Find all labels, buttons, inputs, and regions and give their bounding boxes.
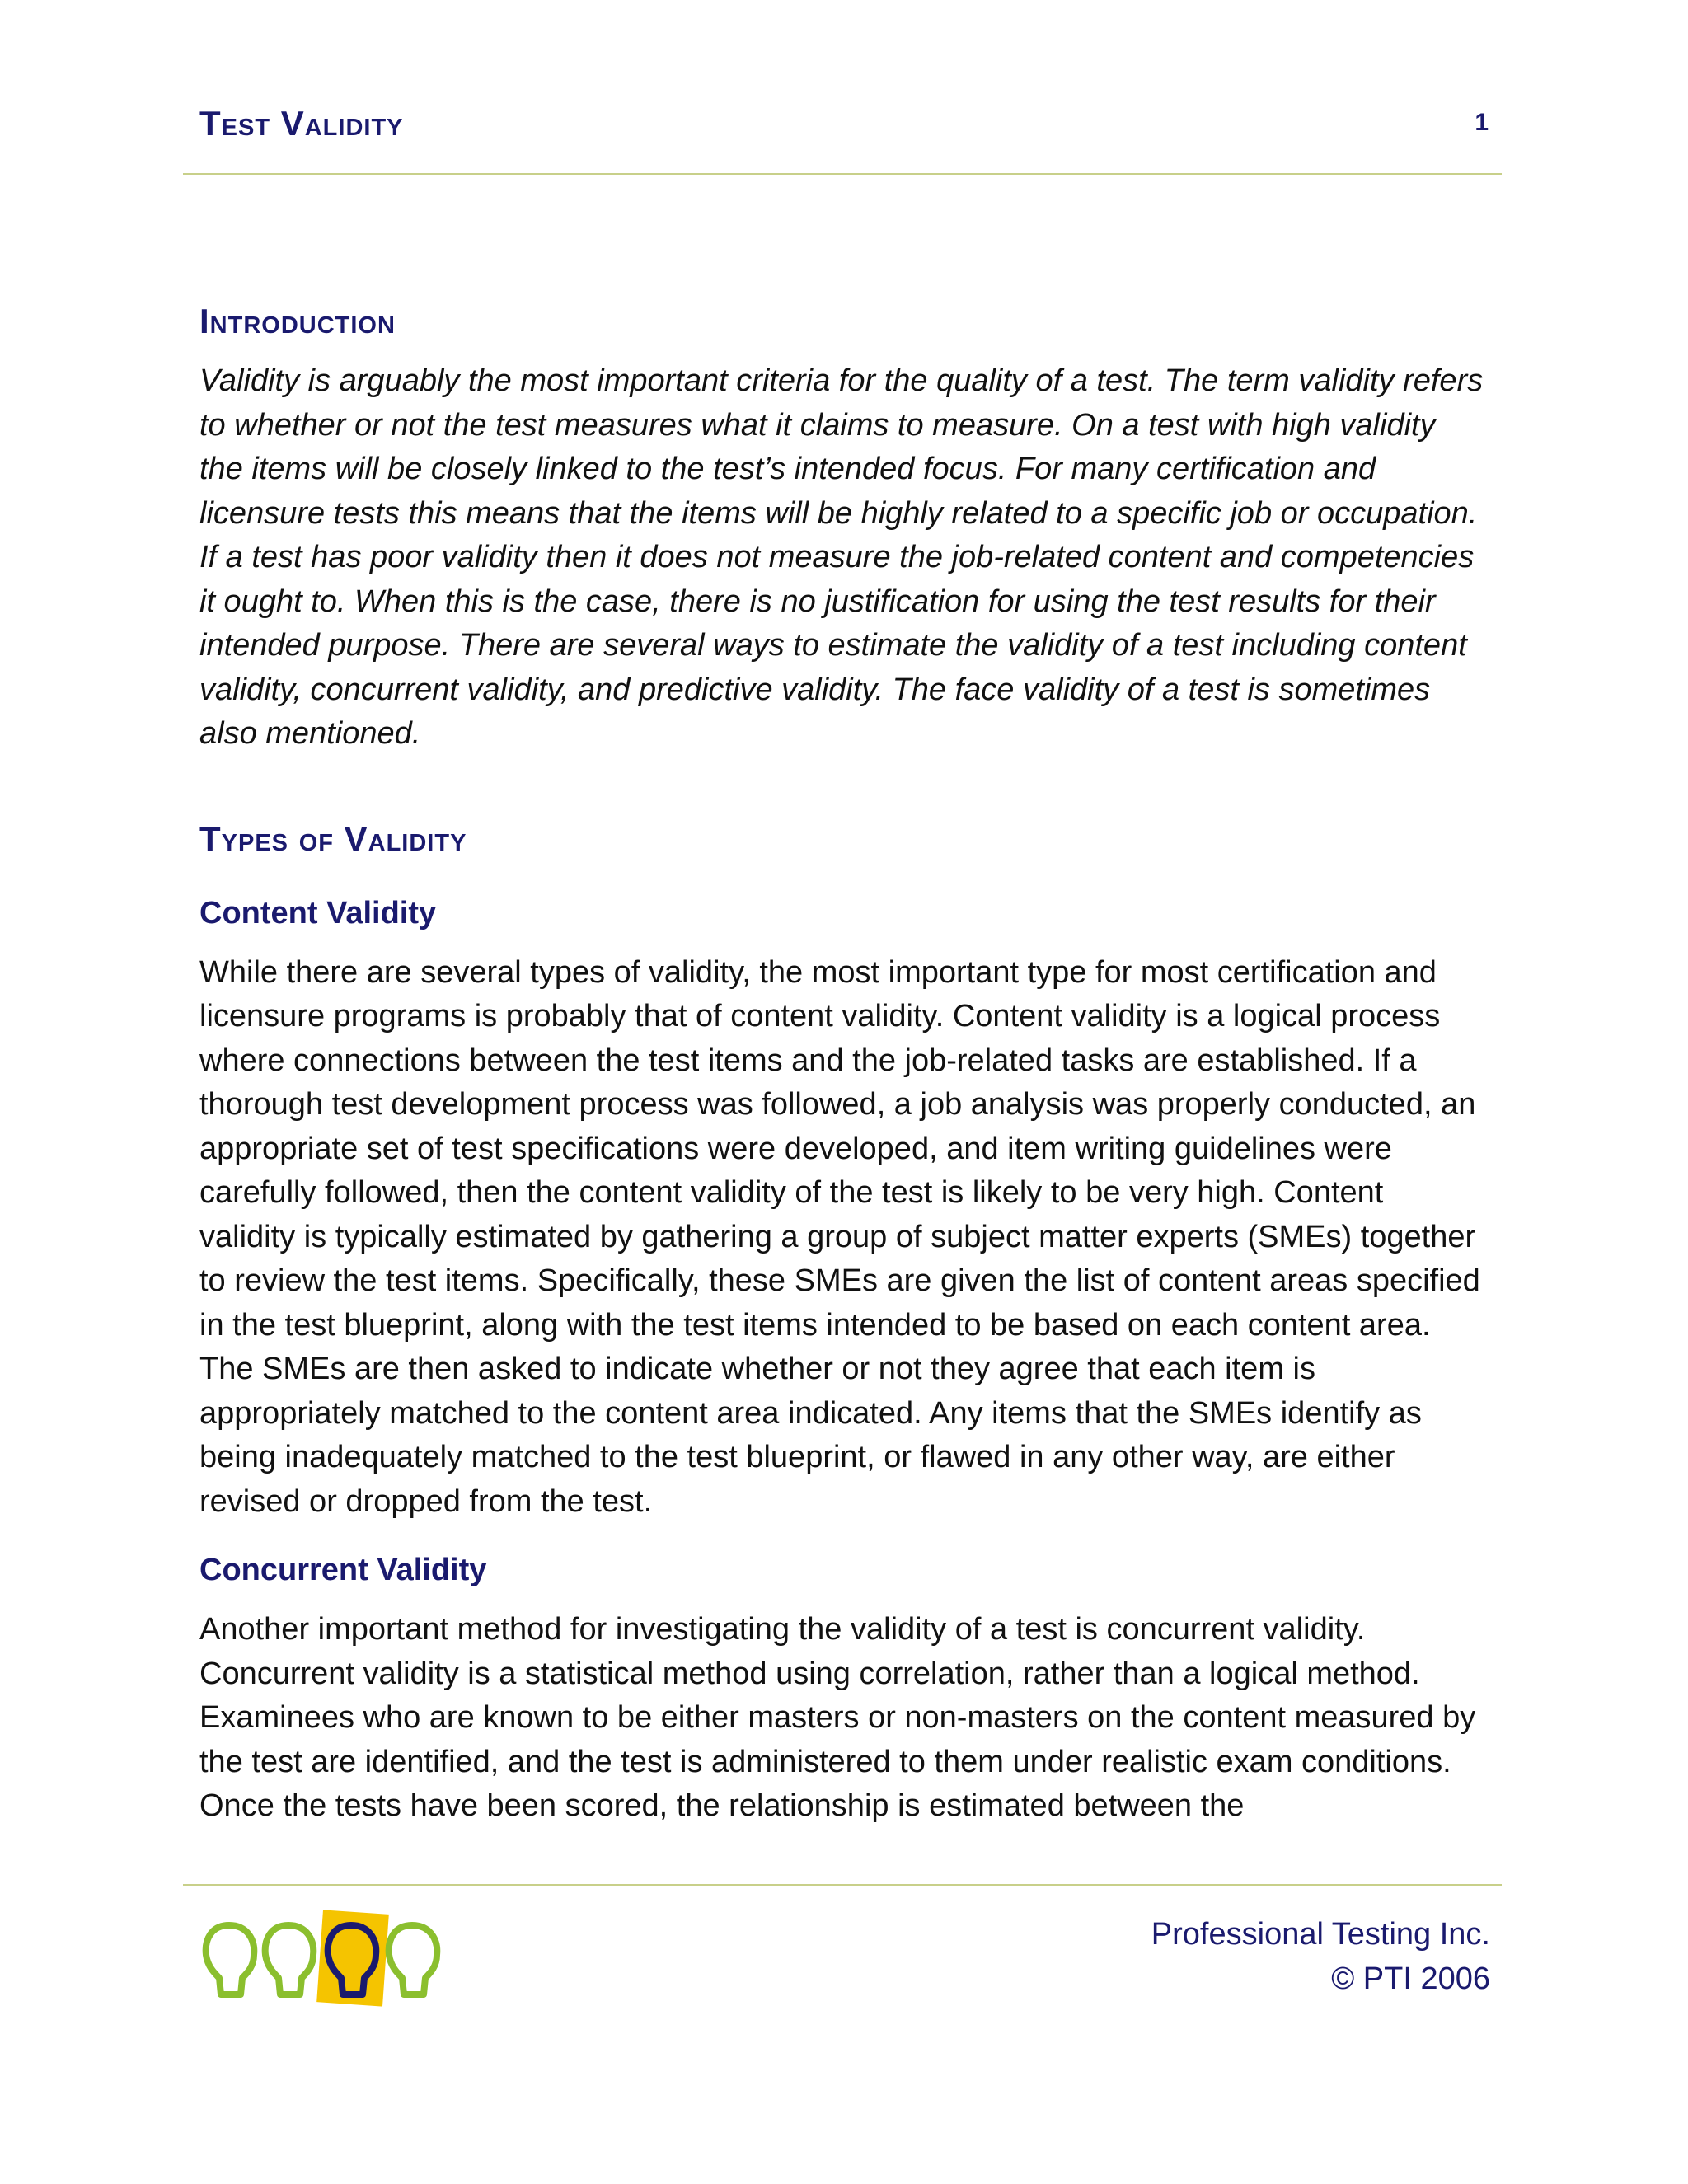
footer-copyright: © PTI 2006: [1331, 1961, 1490, 1996]
content-validity-heading: Content Validity: [199, 895, 437, 930]
types-of-validity-heading: Types of Validity: [199, 818, 467, 858]
header-title: Test Validity: [199, 104, 404, 143]
footer-company-name: Professional Testing Inc.: [1151, 1917, 1490, 1952]
introduction-paragraph: Validity is arguably the most important criteria for the quality of a test. The term validity refers to whether or not the test measures what it claims to measure. On a test with high validity the items will be closely linked to the test’s intended focus. For many certification and licensure tests this means that the items will be highly related to a specific job or occupation. If a test has poor validity then it does not measure the job-related content and competencies it ought to. When this is the case, there is no justification for using the test results for their intended purpose. There are several ways to estimate the validity of a test including content validity, concurrent validity, and predictive validity. The face validity of a test is sometimes also mentioned.: [199, 363, 1484, 751]
page-header: [183, 97, 1502, 147]
footer-divider: [183, 1884, 1502, 1886]
concurrent-validity-paragraph: Another important method for investigating the validity of a test is concurrent validity. Concurrent validity is a statistical method using correlation, rather than a logical method. Examinees who are known to be either masters or non-masters on the content measured by the test are identified, and the test is administered to them under realistic exam conditions. Once the tests have been scored, the relationship is estimated between the: [199, 1612, 1476, 1823]
concurrent-validity-heading: Concurrent Validity: [199, 1553, 487, 1587]
four-heads-logo-icon: [196, 1909, 443, 2008]
introduction-heading: Introduction: [199, 302, 396, 340]
content-validity-paragraph: While there are several types of validity, the most important type for most certification and licensure programs is probably that of content validity. Content validity is a logical process where connections between the test items and the job-related tasks are established. If a thorough test development process was followed, a job analysis was properly conducted, an appropriate set of test specifications were developed, and item writing guidelines were carefully followed, then the content validity of the test is likely to be very high. Content validity is typically estimated by gathering a group of subject matter experts (SMEs) together to review the test items. Specifically, these SMEs are given the list of content areas specified in the test blueprint, along with the test items intended to be based on each content area. The SMEs are then asked to indicate whether or not they agree that each item is appropriately matched to the content area indicated. Any items that the SMEs identify as being inadequately matched to the test blueprint, or flawed in any other way, are either revised or dropped from the test.: [199, 954, 1480, 1519]
main-content: [199, 297, 1485, 1829]
page-number: 1: [1475, 109, 1489, 136]
header-divider: [183, 173, 1502, 175]
